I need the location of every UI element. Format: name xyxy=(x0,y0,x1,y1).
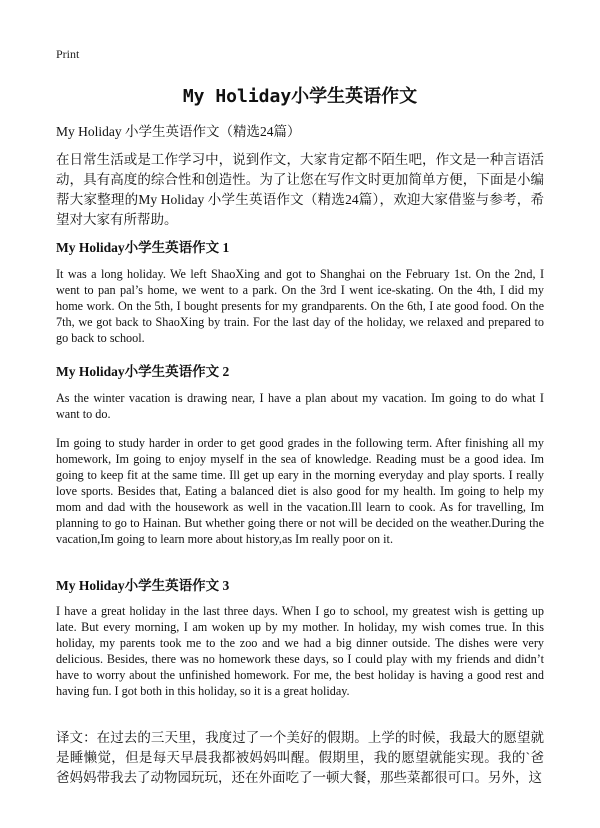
document-title: My Holiday小学生英语作文 xyxy=(182,86,418,107)
print-link[interactable]: Print xyxy=(56,47,80,61)
section-2-paragraph-2: Im going to study harder in order to get good grades in the following term. After finishing all my homework, Im going to enjoy myself in the sea of knowledge. Reading must be a good idea. Im going to keep fit at the same time. Ill get up eary in the morning everyday and play sports. I really love sports. Besides that, Eating a balanced diet is also good for my health. Im going to help my mom and dad with the housework as well in the vacation.Ill learn to cook. As for travelling, Im planning to go to Hainan. But whether going there or not will be decided on the weather.During the vacation,Im going to learn more about history,as Im really poor on it. xyxy=(56,436,544,546)
section-1-paragraph-1: It was a long holiday. We left ShaoXing and got to Shanghai on the February 1st. On the 2nd, I went to pan pal’s home, we went to a park. On the 3rd I went ice-skating. On the 4th, I did my home work. On the 5th, I bought presents for my grandparents. On the 6th, I ate good food. On the 7th, we got back to ShaoXing by train. For the last day of the holiday, we relaxed and prepared to go back to school. xyxy=(56,267,544,345)
section-heading-2: My Holiday小学生英语作文 2 xyxy=(56,364,230,379)
section-3-translation: 译文：在过去的三天里，我度过了一个美好的假期。上学的时候，我最大的愿望就是睡懒觉，但是每天早晨我都被妈妈叫醒。假期里，我的愿望就能实现。我的`爸爸妈妈带我去了动物园玩玩，还在外面吃了一顿大餐，那些菜都很可口。另外，这 xyxy=(56,730,544,785)
section-2-paragraph-1: As the winter vacation is drawing near, I have a plan about my vacation. Im going to do what I want to do. xyxy=(56,391,544,421)
intro-paragraph: 在日常生活或是工作学习中，说到作文，大家肯定都不陌生吧，作文是一种言语活动，具有高度的综合性和创造性。为了让您在写作文时更加简单方便，下面是小编帮大家整理的My Holiday 小学生英语作文（精选24篇），欢迎大家借鉴与参考，希望对大家有所帮助。 xyxy=(56,152,544,227)
section-heading-3: My Holiday小学生英语作文 3 xyxy=(56,578,230,593)
section-heading-1: My Holiday小学生英语作文 1 xyxy=(56,240,230,255)
document-subtitle: My Holiday 小学生英语作文（精选24篇） xyxy=(56,124,301,139)
section-3-paragraph-1: I have a great holiday in the last three days. When I go to school, my greatest wish is getting up late. But every morning, I am woken up by my mother. In holiday, my wish comes true. In this holiday, my parents took me to the zoo and we had a big dinner outside. The dishes were very delicious. Besides, there was no homework these days, so I could play with my friends and didn’t have to worry about the unfinished homework. For me, the best holiday is having a good rest and having fun. I got both in this holiday, so it is a great holiday. xyxy=(56,604,544,698)
